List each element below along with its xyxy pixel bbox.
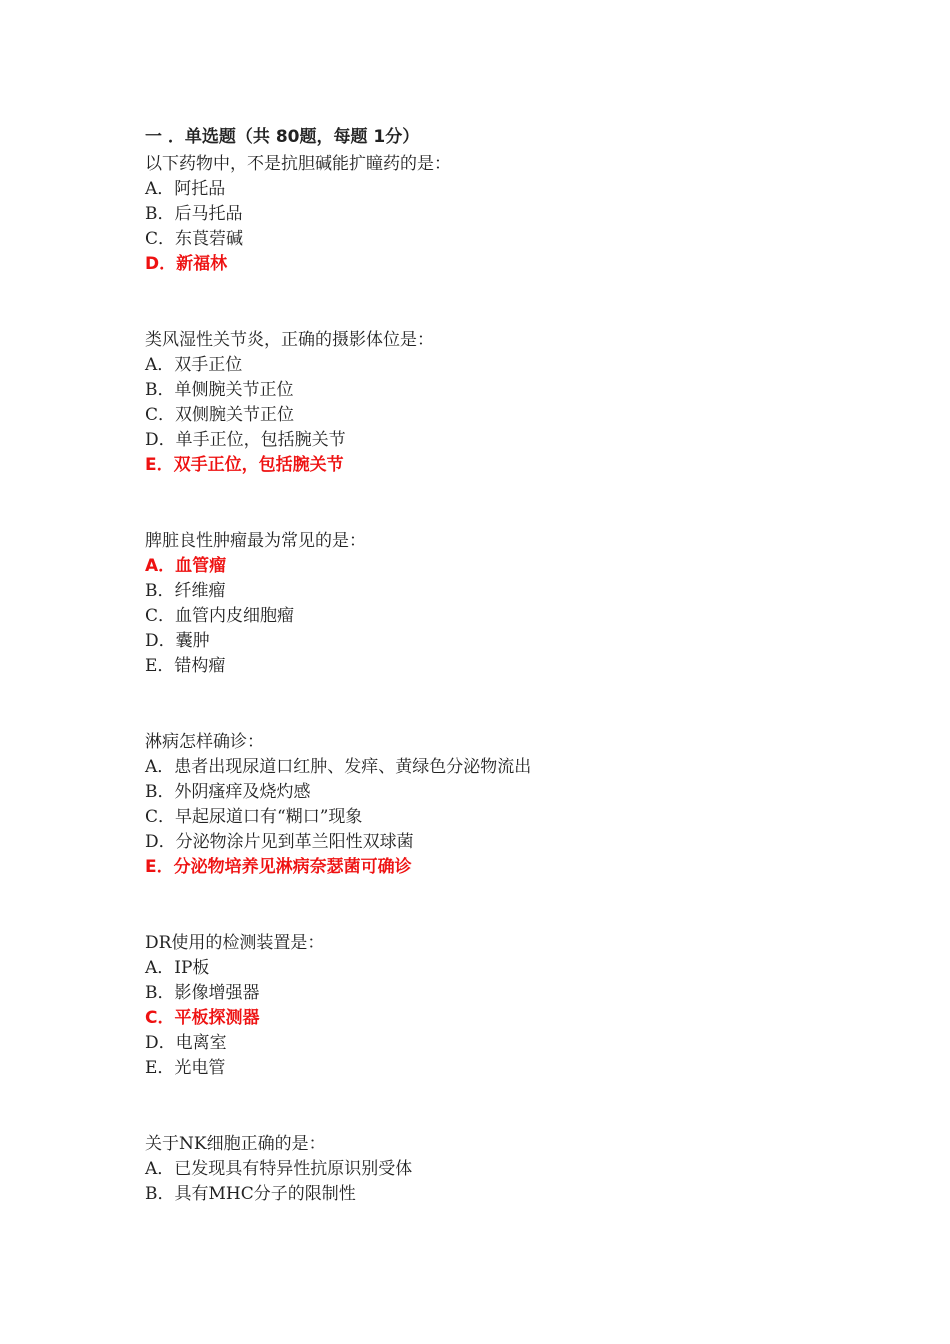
question-5: [145, 931, 865, 1081]
option: B．纤维瘤: [145, 581, 226, 601]
question-2: [145, 328, 865, 478]
option: C．血管内皮细胞瘤: [145, 606, 295, 626]
option: D．单手正位，包括腕关节: [145, 430, 346, 450]
option: B．后马托品: [145, 204, 243, 224]
option-correct: E．分泌物培养见淋病奈瑟菌可确诊: [145, 857, 412, 877]
option: B．外阴瘙痒及烧灼感: [145, 782, 311, 802]
question-stem: DR使用的检测装置是：: [145, 933, 325, 953]
option: D．电离室: [145, 1033, 227, 1053]
question-4: [145, 730, 865, 880]
option: B．单侧腕关节正位: [145, 380, 294, 400]
option-correct: D．新福林: [145, 254, 228, 274]
option: D．囊肿: [145, 631, 210, 651]
option: A．患者出现尿道口红肿、发痒、黄绿色分泌物流出: [145, 757, 532, 777]
option: C．早起尿道口有“糊口”现象: [145, 807, 363, 827]
question-stem: 类风湿性关节炎，正确的摄影体位是：: [145, 330, 434, 350]
option: E．错构瘤: [145, 656, 226, 676]
exam-content: [145, 126, 865, 1258]
option: B．具有MHC分子的限制性: [145, 1184, 356, 1204]
option: C．双侧腕关节正位: [145, 405, 295, 425]
option-correct: C．平板探测器: [145, 1008, 260, 1028]
question-3: [145, 529, 865, 679]
option: C．东莨菪碱: [145, 229, 244, 249]
option-correct: E．双手正位，包括腕关节: [145, 455, 344, 475]
question-6: [145, 1132, 865, 1207]
option: D．分泌物涂片见到革兰阳性双球菌: [145, 832, 414, 852]
question-stem: 关于NK细胞正确的是：: [145, 1134, 326, 1154]
question-stem: 脾脏良性肿瘤最为常见的是：: [145, 531, 366, 551]
option: A．双手正位: [145, 355, 243, 375]
option: A．已发现具有特异性抗原识别受体: [145, 1159, 413, 1179]
section-title: 一 ．单选题（共 80题，每题 1分）: [145, 127, 420, 147]
option: B．影像增强器: [145, 983, 260, 1003]
question-1: [145, 152, 865, 277]
question-stem: 淋病怎样确诊：: [145, 732, 264, 752]
option-correct: A．血管瘤: [145, 556, 227, 576]
option: A．IP板: [145, 958, 210, 978]
option: E．光电管: [145, 1058, 226, 1078]
option: A．阿托品: [145, 179, 226, 199]
question-stem: 以下药物中，不是抗胆碱能扩瞳药的是：: [145, 154, 451, 174]
